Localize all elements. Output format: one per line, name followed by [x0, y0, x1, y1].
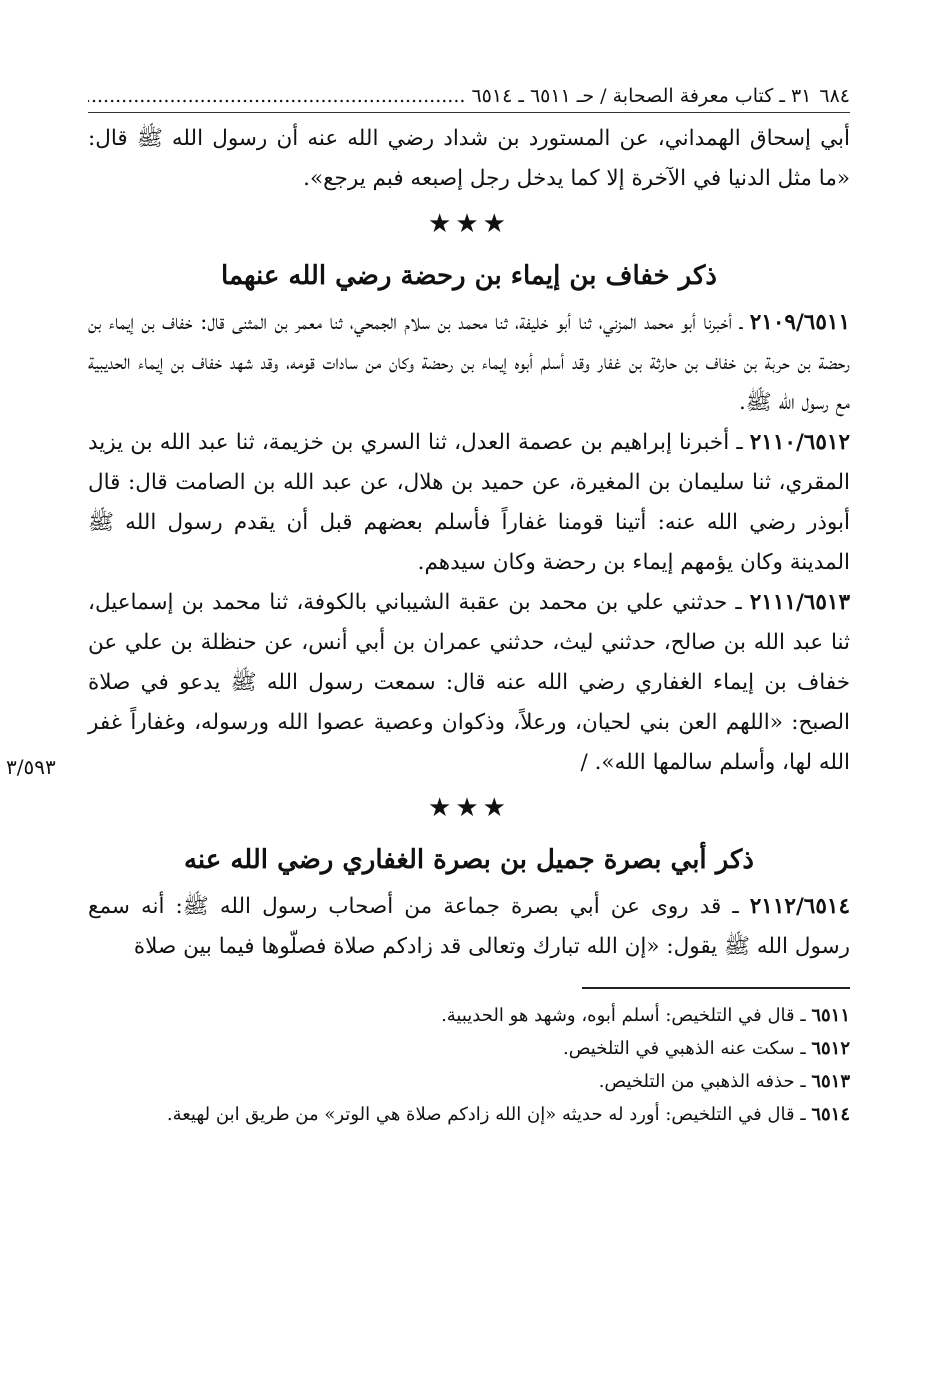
running-header [88, 80, 850, 113]
entry-number: ٢١١٠/٦٥١٢ [749, 430, 850, 455]
hadith-entry [88, 423, 850, 583]
footnote-text: ـ قال في التلخيص: أسلم أبوه، وشهد هو الحديبية. [441, 1005, 812, 1026]
running-title: ٣١ ـ كتاب معرفة الصحابة / حـ ٦٥١١ ـ ٦٥١٤ ..... [88, 80, 811, 112]
entry-number: ٢١١١/٦٥١٣ [749, 590, 850, 615]
separator-stars: ★★★ [428, 209, 510, 239]
footnote-number: ٦٥١١ [811, 1005, 850, 1026]
hadith-entry [88, 303, 850, 423]
separator-stars: ★★★ [428, 793, 510, 823]
entry-number: ٢١٠٩/٦٥١١ [749, 310, 850, 335]
entry-number: ٢١١٢/٦٥١٤ [749, 894, 850, 919]
entry-text: ـ قد روى عن أبي بصرة جماعة من أصحاب رسول الله ﷺ: أنه سمع رسول الله ﷺ يقول: «إن الله تبارك وتعالى قد زادكم صلاة فصلّوها فيما بين صلاة [88, 894, 850, 959]
footnote [88, 1065, 850, 1098]
page-number: ٦٨٤ [819, 85, 850, 107]
footnote-text: ـ سكت عنه الذهبي في التلخيص. [563, 1038, 812, 1059]
margin-page-reference: ٣/٥٩٣ [6, 755, 56, 779]
footnote [88, 1032, 850, 1065]
hadith-entry [88, 583, 850, 783]
footnote [88, 999, 850, 1032]
entry-text: ـ حدثني علي بن محمد بن عقبة الشيباني بالكوفة، ثنا محمد بن إسماعيل، ثنا عبد الله بن صالح، حدثني ليث، حدثني عمران بن أبي أنس، عن حنظلة بن علي عن خفاف بن إيماء الغفاري رضي الله عنه قال: سمعت رسول الله ﷺ يدعو في صلاة الصبح: «اللهم العن بني لحيان، ورعلاً، وذكوان وعصية عصوا الله ورسوله، وغفاراً غفر الله لها، وأسلم سالمها الله». / [88, 590, 850, 775]
page [6, 80, 850, 1131]
hadith-entry [88, 887, 850, 967]
footnotes [88, 999, 850, 1131]
footnote-number: ٦٥١٣ [811, 1071, 850, 1092]
entry-wrapper [6, 583, 850, 783]
footnote [88, 1098, 850, 1131]
section-heading: ذكر خفاف بن إيماء بن رحضة رضي الله عنهما [221, 261, 717, 291]
intro-paragraph: أبي إسحاق الهمداني، عن المستورد بن شداد رضي الله عنه أن رسول الله ﷺ قال: «ما مثل الدنيا في الآخرة إلا كما يدخل رجل إصبعه فبم يرجع». [88, 126, 850, 191]
footnote-text: ـ قال في التلخيص: أورد له حديثه «إن الله زادكم صلاة هي الوتر» من طريق ابن لهيعة. [166, 1104, 812, 1125]
footnote-rule [582, 987, 850, 989]
entry-text: ـ أخبرنا إبراهيم بن عصمة العدل، ثنا السري بن خزيمة، ثنا عبد الله بن يزيد المقري، ثنا سليمان بن المغيرة، عن حميد بن هلال، عن عبد الله بن الصامت قال: قال أبوذر رضي الله عنه: أتينا قومنا غفاراً فأسلم بعضهم قبل أن يقدم رسول الله ﷺ المدينة وكان يؤمهم إيماء بن رحضة وكان سيدهم. [88, 430, 850, 575]
section-heading: ذكر أبي بصرة جميل بن بصرة الغفاري رضي الله عنه [183, 845, 755, 875]
footnote-text: ـ حذفه الذهبي من التلخيص. [598, 1071, 812, 1092]
footnote-number: ٦٥١٤ [811, 1104, 850, 1125]
footnote-number: ٦٥١٢ [811, 1038, 850, 1059]
entry-text: ـ أخبرنا أبو محمد المزني، ثنا أبو خليفة، ثنا محمد بن سلام الجمحي، ثنا معمر بن المثنى قال: خفاف بن إيماء بن رحضة بن حربة بن خفاف بن حارثة بن غفار وقد أسلم أبوه إيماء بن رحضة وكان من سادات قومه، وقد شهد خفاف بن إيماء الحديبية مع رسول الله ﷺ. [88, 310, 850, 415]
